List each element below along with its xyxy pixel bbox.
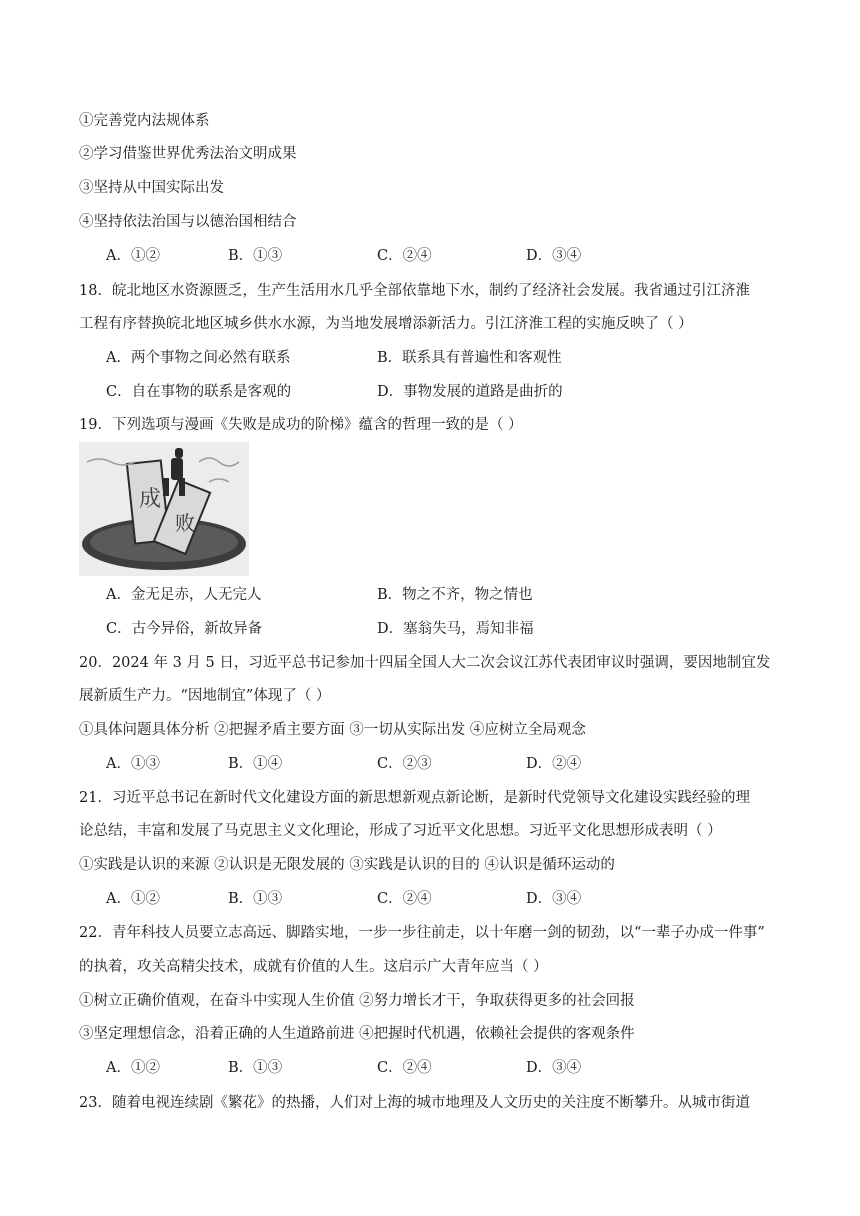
question-23-stem: 23．随着电视连续剧《繁花》的热播，人们对上海的城市地理及人文历史的关注度不断攀升。从城市街道: [79, 1095, 750, 1111]
q18-option-d: D．事物发展的道路是曲折的: [377, 384, 563, 400]
question-21-items: ①实践是认识的来源 ②认识是无限发展的 ③实践是认识的目的 ④认识是循环运动的: [79, 857, 615, 873]
q20-option-c: C．②③: [377, 756, 432, 772]
question-21-stem: 21．习近平总书记在新时代文化建设方面的新思想新观点新论断，是新时代党领导文化建设实践经验的理: [79, 790, 750, 806]
question-22-items-1: ①树立正确价值观，在奋斗中实现人生价值 ②努力增长才干，争取获得更多的社会回报: [79, 993, 635, 1009]
q22-option-a: A．①②: [106, 1060, 160, 1076]
q18-option-c: C．自在事物的联系是客观的: [106, 384, 292, 400]
q20-option-a: A．①③: [106, 756, 160, 772]
q19-option-d: D．塞翁失马，焉知非福: [377, 621, 534, 637]
q22-option-b: B．①③: [228, 1060, 283, 1076]
q19-option-c: C．古今异俗，新故异备: [106, 621, 263, 637]
q20-option-b: B．①④: [228, 756, 283, 772]
question-22-items-2: ③坚定理想信念，沿着正确的人生道路前进 ④把握时代机遇，依赖社会提供的客观条件: [79, 1026, 635, 1042]
option-d: D．③④: [526, 248, 582, 264]
q22-option-c: C．②④: [377, 1060, 432, 1076]
option-b: B．①③: [228, 248, 283, 264]
q21-option-d: D．③④: [526, 891, 582, 907]
q19-option-a: A．金无足赤，人无完人: [106, 587, 262, 603]
question-22-stem: 22．青年科技人员要立志高远、脚踏实地，一步一步往前走，以十年磨一剑的韧劲，以“一辈子办成一件事”: [79, 925, 765, 941]
choice-item-2: ②学习借鉴世界优秀法治文明成果: [79, 146, 297, 162]
question-20-stem: 20．2024 年 3 月 5 日，习近平总书记参加十四届全国人大二次会议江苏代表团审议时强调，要因地制宜发: [79, 655, 771, 671]
cartoon-glyph-success: 成: [139, 487, 162, 512]
q20-option-d: D．②④: [526, 756, 582, 772]
question-18-stem: 18．皖北地区水资源匮乏，生产生活用水几乎全部依靠地下水，制约了经济社会发展。我省通过引江济淮: [79, 283, 750, 299]
choice-item-1: ①完善党内法规体系: [79, 113, 210, 129]
option-c: C．②④: [377, 248, 432, 264]
cartoon-image: [79, 442, 249, 576]
q21-option-c: C．②④: [377, 891, 432, 907]
q21-option-a: A．①②: [106, 891, 160, 907]
question-19-stem: 19．下列选项与漫画《失败是成功的阶梯》蕴含的哲理一致的是（ ）: [79, 417, 523, 433]
q21-option-b: B．①③: [228, 891, 283, 907]
option-a: A．①②: [106, 248, 160, 264]
question-18-stem-cont: 工程有序替换皖北地区城乡供水水源，为当地发展增添新活力。引江济淮工程的实施反映了（ ）: [79, 316, 693, 332]
question-20-items: ①具体问题具体分析 ②把握矛盾主要方面 ③一切从实际出发 ④应树立全局观念: [79, 722, 586, 738]
question-20-stem-cont: 展新质生产力。“因地制宜”体现了（ ）: [79, 688, 331, 704]
choice-item-4: ④坚持依法治国与以德治国相结合: [79, 214, 297, 230]
cartoon-glyph-failure: 败: [175, 511, 195, 535]
q22-option-d: D．③④: [526, 1060, 582, 1076]
q19-option-b: B．物之不齐，物之情也: [377, 587, 533, 603]
question-22-stem-cont: 的执着，攻关高精尖技术，成就有价值的人生。这启示广大青年应当（ ）: [79, 959, 548, 975]
question-21-stem-cont: 论总结，丰富和发展了马克思主义文化理论，形成了习近平文化思想。习近平文化思想形成表明（ ）: [79, 823, 722, 839]
q18-option-a: A．两个事物之间必然有联系: [106, 350, 291, 366]
choice-item-3: ③坚持从中国实际出发: [79, 180, 224, 196]
q18-option-b: B．联系具有普遍性和客观性: [377, 350, 562, 366]
